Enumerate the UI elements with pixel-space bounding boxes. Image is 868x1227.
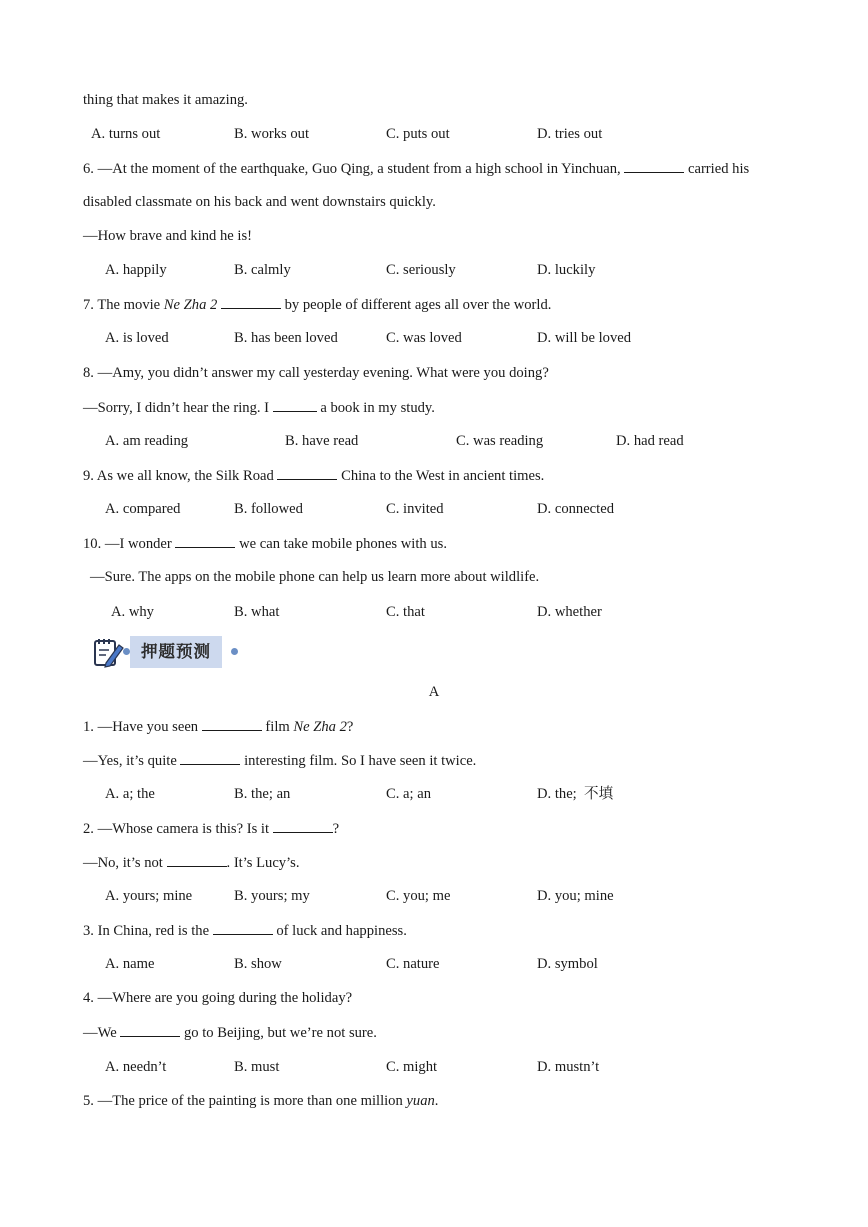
options-row bbox=[0, 955, 868, 973]
question-6: 6. —At the moment of the earthquake, Guo Qing, a student from a high school in Yinchuan, carried his bbox=[83, 161, 750, 177]
option-a: A. compared bbox=[105, 501, 181, 517]
question-text: —Sorry, I didn’t hear the ring. I a book in my study. bbox=[83, 400, 435, 416]
options-row bbox=[0, 261, 868, 279]
option-d: D. will be loved bbox=[537, 330, 632, 346]
option-c: C. puts out bbox=[386, 126, 450, 142]
options-row bbox=[0, 329, 868, 347]
option-c: C. a; an bbox=[386, 786, 431, 802]
option-a: A. a; the bbox=[105, 786, 155, 802]
option-d: D. had read bbox=[616, 433, 684, 449]
answer-blank bbox=[202, 717, 262, 731]
option-a: A. am reading bbox=[105, 433, 189, 449]
answer-blank bbox=[167, 853, 227, 867]
option-c: C. seriously bbox=[386, 262, 456, 278]
options-row bbox=[0, 500, 868, 518]
question-text: —We go to Beijing, but we’re not sure. bbox=[83, 1025, 377, 1041]
option-a: A. yours; mine bbox=[105, 888, 193, 904]
question-8: 8. —Amy, you didn’t answer my call yesterday evening. What were you doing? bbox=[83, 365, 549, 381]
answer-blank bbox=[277, 466, 337, 480]
question-text: —How brave and kind he is! bbox=[83, 228, 253, 244]
option-a: A. name bbox=[105, 956, 155, 972]
answer-blank bbox=[180, 751, 240, 765]
option-b: B. calmly bbox=[234, 262, 291, 278]
question-3: 3. In China, red is the of luck and happiness. bbox=[83, 923, 407, 939]
option-c: C. was reading bbox=[456, 433, 544, 449]
option-d: D. connected bbox=[537, 501, 614, 517]
question-7: 7. The movie Ne Zha 2 by people of different ages all over the world. bbox=[83, 297, 552, 313]
banner-dot bbox=[231, 648, 238, 655]
option-a: A. needn’t bbox=[105, 1059, 167, 1075]
question-text: thing that makes it amazing. bbox=[83, 92, 248, 108]
movie-title: Ne Zha 2 bbox=[163, 297, 218, 313]
option-a: A. is loved bbox=[105, 330, 169, 346]
option-b: B. works out bbox=[234, 126, 309, 142]
option-a: A. why bbox=[111, 604, 154, 620]
option-c: C. might bbox=[386, 1059, 438, 1075]
currency-word: yuan bbox=[406, 1093, 435, 1109]
options-row bbox=[0, 432, 868, 450]
options-row bbox=[0, 1058, 868, 1076]
question-5: 5. —The price of the painting is more than one million yuan. bbox=[83, 1093, 439, 1109]
question-1: 1. —Have you seen film Ne Zha 2? bbox=[83, 719, 354, 735]
option-d: D. luckily bbox=[537, 262, 596, 278]
option-b: B. followed bbox=[234, 501, 303, 517]
option-a: A. turns out bbox=[91, 126, 161, 142]
movie-title: Ne Zha 2 bbox=[293, 719, 347, 735]
option-b: B. must bbox=[234, 1059, 280, 1075]
answer-blank bbox=[213, 921, 273, 935]
banner-badge bbox=[130, 636, 222, 668]
options-row bbox=[0, 603, 868, 621]
option-b: B. what bbox=[234, 604, 280, 620]
option-b: B. have read bbox=[285, 433, 359, 449]
options-row bbox=[0, 125, 868, 143]
banner-dot bbox=[123, 648, 130, 655]
answer-blank bbox=[120, 1023, 180, 1037]
question-9: 9. As we all know, the Silk Road China to the West in ancient times. bbox=[83, 468, 545, 484]
option-d: D. the; 不填 bbox=[537, 786, 614, 802]
options-row bbox=[0, 785, 868, 803]
option-b: B. the; an bbox=[234, 786, 291, 802]
question-text: disabled classmate on his back and went downstairs quickly. bbox=[83, 194, 436, 210]
banner-label: 押题预测 bbox=[141, 642, 211, 661]
option-a: A. happily bbox=[105, 262, 167, 278]
option-b: B. yours; my bbox=[234, 888, 310, 904]
options-row bbox=[0, 887, 868, 905]
option-b: B. has been loved bbox=[234, 330, 338, 346]
question-text: —Yes, it’s quite interesting film. So I have seen it twice. bbox=[83, 753, 477, 769]
question-10: 10. —I wonder we can take mobile phones with us. bbox=[83, 536, 447, 552]
question-text: —Sure. The apps on the mobile phone can help us learn more about wildlife. bbox=[90, 569, 540, 585]
question-text: —No, it’s not . It’s Lucy’s. bbox=[83, 855, 300, 871]
notepad-pencil-icon bbox=[92, 636, 126, 668]
option-d: D. tries out bbox=[537, 126, 603, 142]
answer-blank bbox=[624, 159, 684, 173]
answer-blank bbox=[273, 398, 317, 412]
option-d: D. whether bbox=[537, 604, 602, 620]
section-label: A bbox=[428, 684, 440, 700]
option-c: C. that bbox=[386, 604, 425, 620]
answer-blank bbox=[273, 819, 333, 833]
option-d: D. you; mine bbox=[537, 888, 614, 904]
answer-blank bbox=[175, 534, 235, 548]
option-c: C. nature bbox=[386, 956, 440, 972]
option-b: B. show bbox=[234, 956, 282, 972]
answer-blank bbox=[221, 295, 281, 309]
option-c: C. was loved bbox=[386, 330, 462, 346]
question-4: 4. —Where are you going during the holiday? bbox=[83, 990, 353, 1006]
option-d: D. symbol bbox=[537, 956, 598, 972]
option-c: C. invited bbox=[386, 501, 444, 517]
question-2: 2. —Whose camera is this? Is it ? bbox=[83, 821, 340, 837]
option-d: D. mustn’t bbox=[537, 1059, 600, 1075]
option-c: C. you; me bbox=[386, 888, 451, 904]
